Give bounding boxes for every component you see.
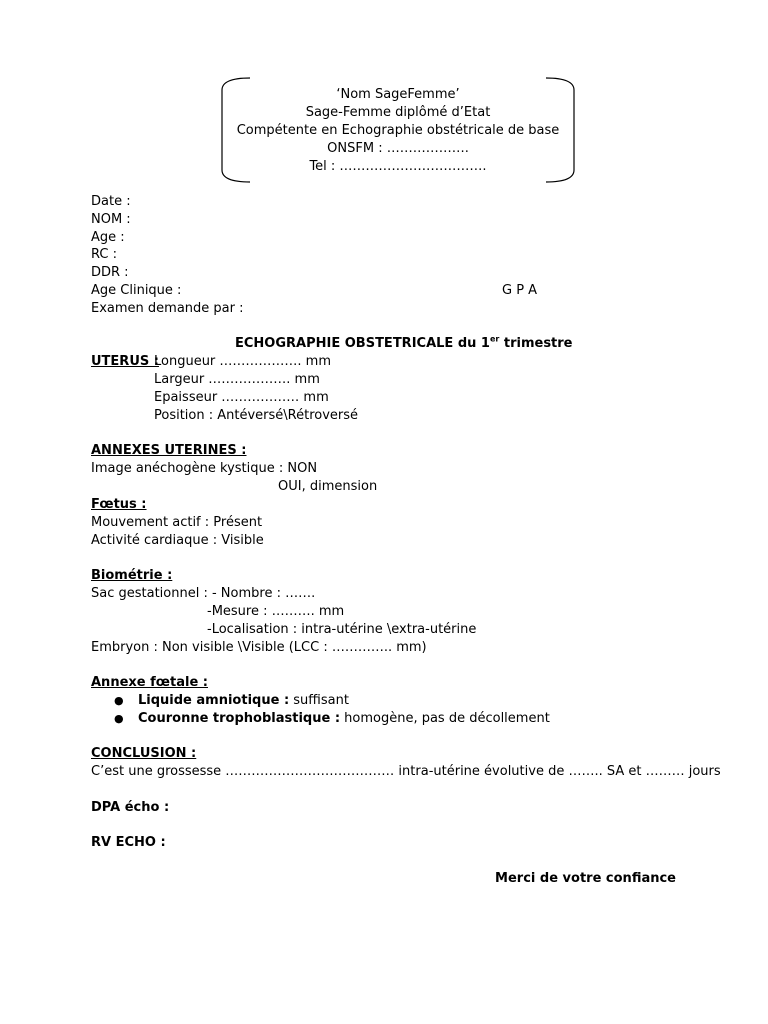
- annexes-heading: ANNEXES UTERINES :: [91, 443, 247, 458]
- uterus-heading: UTERUS :: [91, 354, 159, 369]
- couronne-value: homogène, pas de décollement: [340, 711, 550, 726]
- foetus-activite: Activité cardiaque : Visible: [91, 533, 264, 548]
- dpa-label: DPA écho :: [91, 800, 170, 815]
- biometrie-localisation: -Localisation : intra-utérine \extra-utérine: [207, 622, 477, 637]
- nom-label: NOM :: [91, 212, 131, 227]
- header-qualification: Sage-Femme diplômé d’Etat: [305, 105, 491, 120]
- bullet-icon: ●: [114, 712, 124, 725]
- couronne-item: [138, 711, 550, 727]
- header-name: ‘Nom SageFemme’: [336, 87, 460, 102]
- age-clinique-label: Age Clinique :: [91, 283, 182, 298]
- gpa-label: G P A: [502, 283, 538, 298]
- liquide-value: suffisant: [289, 693, 349, 708]
- rv-label: RV ECHO :: [91, 835, 166, 850]
- biometrie-heading: Biométrie :: [91, 568, 173, 583]
- conclusion-text: C’est une grossesse ………………………………… intra-utérine évolutive de …….. SA et ……… jours: [91, 764, 721, 779]
- annexe-foetale-heading: Annexe fœtale :: [91, 675, 208, 690]
- ddr-label: DDR :: [91, 265, 129, 280]
- uterus-position: Position : Antéversé\Rétroversé: [154, 408, 359, 423]
- couronne-label: Couronne trophoblastique :: [138, 711, 341, 726]
- liquide-label: Liquide amniotique :: [138, 693, 290, 708]
- examen-label: Examen demande par :: [91, 301, 244, 316]
- title-sup: er: [489, 334, 500, 344]
- uterus-largeur: Largeur ………………. mm: [154, 372, 320, 387]
- header-onsfm: ONSFM : ……………….: [327, 141, 469, 156]
- header-competence: Compétente en Echographie obstétricale de base: [236, 123, 560, 138]
- annexes-image: Image anéchogène kystique : NON: [91, 461, 318, 476]
- rc-label: RC :: [91, 247, 117, 262]
- title-suffix: trimestre: [499, 336, 573, 351]
- page-title: [235, 336, 573, 352]
- age-label: Age :: [91, 230, 125, 245]
- title-main: ECHOGRAPHIE OBSTETRICALE du 1: [235, 336, 490, 351]
- biometrie-mesure: -Mesure : ………. mm: [207, 604, 345, 619]
- liquide-item: [138, 693, 349, 709]
- foetus-mouvement: Mouvement actif : Présent: [91, 515, 263, 530]
- biometrie-embryon: Embryon : Non visible \Visible (LCC : ………….. mm): [91, 640, 427, 655]
- foetus-heading: Fœtus :: [91, 497, 147, 512]
- header-tel: Tel : …………………………….: [309, 159, 487, 174]
- bullet-icon: ●: [114, 694, 124, 707]
- conclusion-heading: CONCLUSION :: [91, 746, 197, 761]
- biometrie-sac: Sac gestationnel : - Nombre : …….: [91, 586, 316, 601]
- uterus-longueur: Longueur ………………. mm: [154, 354, 332, 369]
- uterus-epaisseur: Epaisseur ……………… mm: [154, 390, 329, 405]
- header-box: [218, 76, 578, 184]
- annexes-oui: OUI, dimension: [278, 479, 378, 494]
- closing-text: Merci de votre confiance: [495, 871, 676, 886]
- date-label: Date :: [91, 194, 131, 209]
